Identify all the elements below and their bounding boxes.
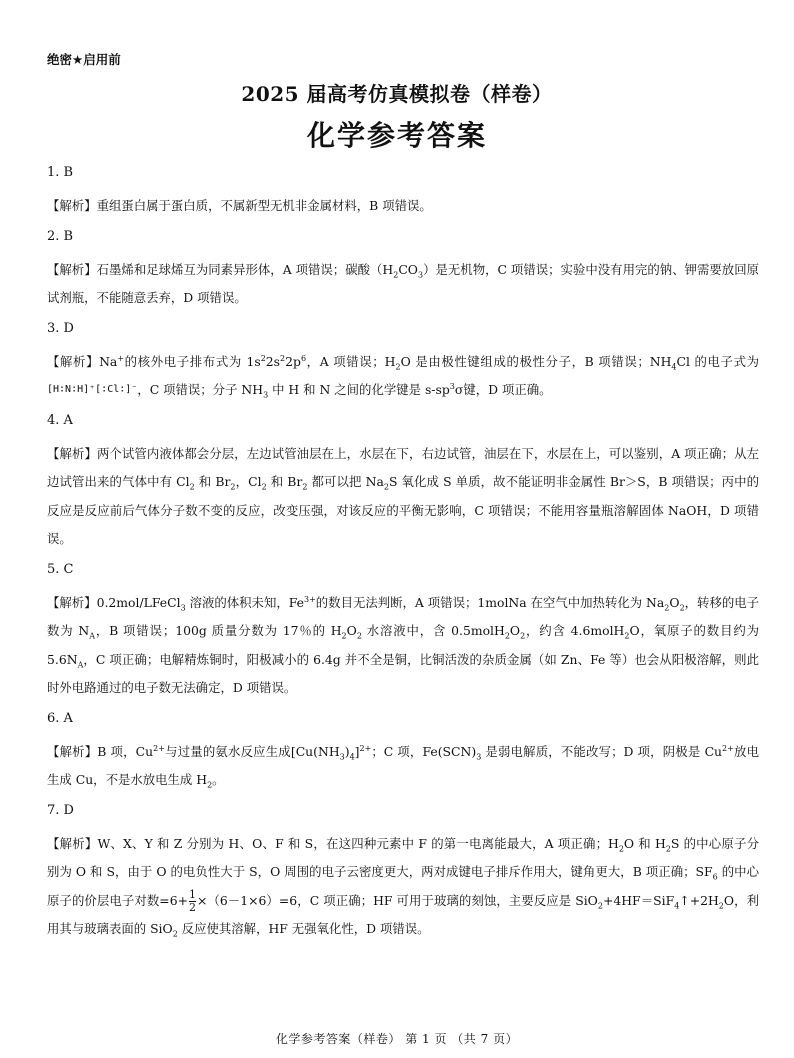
analysis-tag: 【解析】: [47, 353, 100, 369]
question-number: 2. B: [47, 228, 74, 244]
analysis-tag: 【解析】: [47, 198, 97, 213]
answer-body: [47, 163, 759, 950]
question-number: 6. A: [47, 710, 73, 726]
explanation-q4: 【解析】两个试管内液体都会分层，左边试管油层在上，水层在下，右边试管，油层在下，水层在上，可以鉴别，A 项正确；从左边试管出来的气体中有 $Cl_2$ 和 $Br_2$，$Cl_2$ 和 $Br_2$ 都可以把 $Na_2S$ 氧化成 S 单质，故不能证明非金属性 Br＞S，B 项错误；丙中的反应是反应前后气体分子数不变的反应，改变压强，对该反应的平衡无影响，C 项错误；不能用容量瓶溶解固体 NaOH，D 项错误。: [47, 445, 760, 547]
electron-dot-formula: [H∶N∶H]⁺[∶Cl∶]⁻: [47, 384, 138, 396]
question-number: 3. D: [47, 320, 74, 336]
explanation-q1: 【解析】重组蛋白属于蛋白质，不属新型无机非金属材料，B 项错误。: [47, 198, 432, 213]
analysis-tag: 【解析】: [47, 261, 97, 277]
explanation-q2: 【解析】石墨烯和足球烯互为同素异形体，A 项错误；碳酸$(H_2CO_3)$是无机物，C 项错误；实验中没有用完的钠、钾需要放回原试剂瓶，不能随意丢弃，D 项错误。: [47, 261, 760, 305]
explanation-q5: 【解析】0.2mol/LFeCl$_3$ 溶液的体积未知，$Fe^{3+}$的数目无法判断，A 项错误；1molNa 在空气中加热转化为 $Na_2O_2$，转移的电子数为 $N_A$，B 项错误；100g 质量分数为 17％的 $H_2O_2$ 水溶液中，含 $0.5molH_2O_2$，约含 4.6molH$_2$O，氧原子的数目约为 $5.6N_A$，C 项正确；电解精炼铜时，阳极减小的 6.4g 并不全是铜，比铜活泼的杂质金属（如 Zn、Fe 等）也会从阳极溶解，则此时外电路通过的电子数无法确定，D 项错误。: [47, 594, 760, 696]
question-number: 5. C: [47, 561, 74, 577]
analysis-tag: 【解析】: [47, 594, 97, 610]
question-number: 7. D: [47, 802, 74, 818]
explanation-q6: 【解析】B 项，$Cu^{2+}$与过量的氨水反应生成$[Cu(NH_3)_4]^{2+}$；C 项，$Fe(SCN)_3$ 是弱电解质，不能改写；D 项，阴极是 $Cu^{2+}$放电生成 Cu，不是水放电生成 $H_2$。: [47, 743, 759, 790]
explanation-q3: 【解析】Na+的核外电子排布式为 $1s^22s^22p^6$，A 项错误；$H_2O$ 是由极性键组成的极性分子，B 项错误；$NH_4Cl$ 的电子式为[H∶N∶H]⁺[∶Cl∶]⁻，C 项错误；分子 $NH_3$ 中 H 和 N 之间的化学键是 $s-sp^3\sigma$键，D 项正确。: [47, 348, 759, 405]
confidential-label: 绝密★启用前: [47, 52, 121, 67]
question-number: 4. A: [47, 412, 73, 428]
page-footer: 化学参考答案（样卷） 第 1 页 （共 7 页）: [275, 1032, 519, 1046]
explanation-q7: 【解析】W、X、Y 和 Z 分别为 H、O、F 和 S，在这四种元素中 F 的第一电离能最大，A 项正确；$H_2O$ 和 $H_2S$ 的中心原子分别为 O 和 S，由于 O 的电负性大于 S，O 周围的电子云密度更大，两对成键电子排斥作用大，键角更大，B 项正确；$SF_6$ 的中心原子的价层电子对数=6+ $\frac{1}{2}$ ×（6－1×6）=6，C 项正确；HF 可用于玻璃的刻蚀，主要反应是 $SiO_2+4HF=SiF_4↑+2H_2O$，利用其与玻璃表面的 SiO$_2$ 反应使其溶解，HF 无强氧化性，D 项错误。: [47, 835, 760, 939]
page-title: 化学参考答案: [306, 119, 487, 152]
analysis-tag: 【解析】: [47, 743, 98, 759]
exam-title: 2025 届高考仿真模拟卷（样卷）: [241, 82, 553, 106]
fraction: $\frac{1}{2}$: [188, 887, 196, 914]
analysis-tag: 【解析】: [47, 445, 97, 461]
question-number: 1. B: [47, 165, 74, 180]
analysis-tag: 【解析】: [47, 835, 98, 851]
